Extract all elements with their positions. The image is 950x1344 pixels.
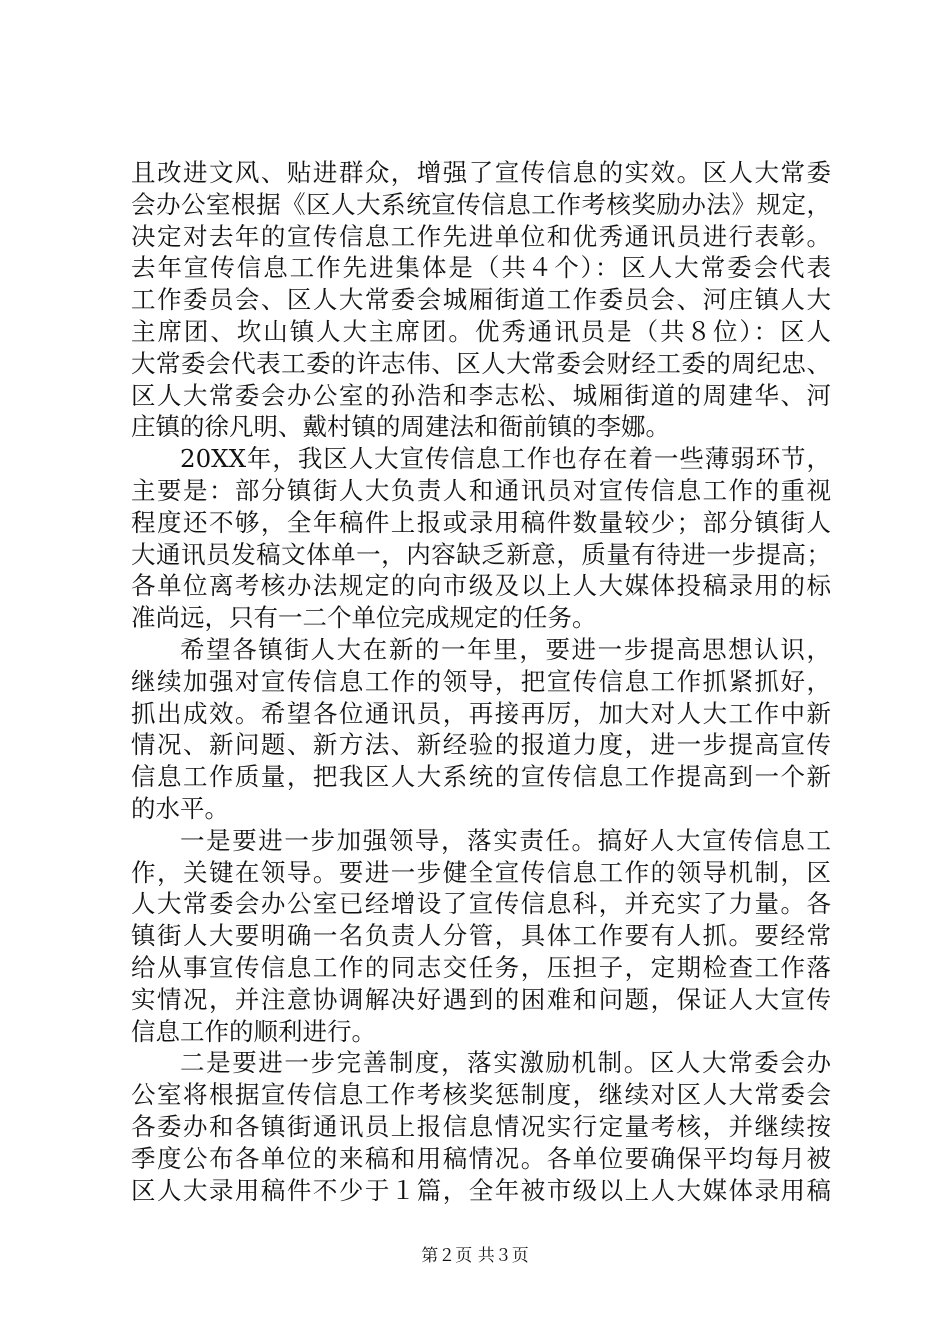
text-line: 区人大常委会办公室的孙浩和李志松、城厢街道的周建华、河 [131, 380, 831, 410]
text-line: 会办公室根据《区人大系统宣传信息工作考核奖励办法》规定， [131, 189, 831, 219]
text-line: 且改进文风、贴进群众，增强了宣传信息的实效。区人大常委 [131, 158, 831, 187]
text-line: 二是要进一步完善制度，落实激励机制。区人大常委会办 [180, 1048, 831, 1078]
page-indicator: 第２页 共３页 [421, 1246, 529, 1266]
body-text [131, 157, 831, 1206]
text-line: 大常委会代表工委的许志伟、区人大常委会财经工委的周纪忠、 [131, 348, 831, 378]
text-line: 人大常委会办公室已经增设了宣传信息科，并充实了力量。各 [131, 889, 831, 919]
text-line: 的水平。 [131, 793, 229, 823]
text-line: 各单位离考核办法规定的向市级及以上人大媒体投稿录用的标 [131, 571, 831, 601]
text-line: 20XX年，我区人大宣传信息工作也存在着一些薄弱环节， [180, 444, 831, 474]
text-line: 作，关键在领导。要进一步健全宣传信息工作的领导机制，区 [131, 857, 831, 887]
text-line: 希望各镇街人大在新的一年里，要进一步提高思想认识， [180, 634, 831, 664]
text-line: 季度公布各单位的来稿和用稿情况。各单位要确保平均每月被 [131, 1143, 831, 1173]
text-line: 大通讯员发稿文体单一，内容缺乏新意，质量有待进一步提高； [131, 539, 831, 569]
text-line: 工作委员会、区人大常委会城厢街道工作委员会、河庄镇人大 [131, 285, 831, 315]
text-line: 区人大录用稿件不少于１篇，全年被市级以上人大媒体录用稿 [131, 1175, 831, 1205]
text-line: 去年宣传信息工作先进集体是（共４个）：区人大常委会代表 [131, 253, 831, 283]
text-line: 各委办和各镇街通讯员上报信息情况实行定量考核，并继续按 [131, 1111, 831, 1141]
text-line: 一是要进一步加强领导，落实责任。搞好人大宣传信息工 [180, 825, 831, 855]
text-line: 抓出成效。希望各位通讯员，再接再厉，加大对人大工作中新 [131, 698, 831, 728]
text-line: 庄镇的徐凡明、戴村镇的周建法和衙前镇的李娜。 [131, 412, 670, 442]
text-line: 实情况，并注意协调解决好遇到的困难和问题，保证人大宣传 [131, 984, 831, 1014]
text-line: 给从事宣传信息工作的同志交任务，压担子，定期检查工作落 [131, 952, 831, 982]
text-line: 主要是：部分镇街人大负责人和通讯员对宣传信息工作的重视 [131, 475, 831, 505]
text-line: 情况、新问题、新方法、新经验的报道力度，进一步提高宣传 [131, 730, 831, 760]
text-line: 镇街人大要明确一名负责人分管，具体工作要有人抓。要经常 [131, 921, 831, 951]
text-line: 公室将根据宣传信息工作考核奖惩制度，继续对区人大常委会 [131, 1080, 831, 1110]
text-line: 准尚远，只有一二个单位完成规定的任务。 [131, 603, 597, 633]
text-line: 继续加强对宣传信息工作的领导，把宣传信息工作抓紧抓好， [131, 666, 831, 696]
page-footer [0, 1246, 950, 1266]
text-line: 程度还不够，全年稿件上报或录用稿件数量较少；部分镇街人 [131, 507, 831, 537]
text-line: 主席团、坎山镇人大主席团。优秀通讯员是（共８位）：区人 [131, 316, 831, 346]
text-line: 信息工作质量，把我区人大系统的宣传信息工作提高到一个新 [131, 762, 831, 792]
text-line: 决定对去年的宣传信息工作先进单位和优秀通讯员进行表彰。 [131, 221, 831, 251]
text-line: 信息工作的顺利进行。 [131, 1016, 376, 1046]
